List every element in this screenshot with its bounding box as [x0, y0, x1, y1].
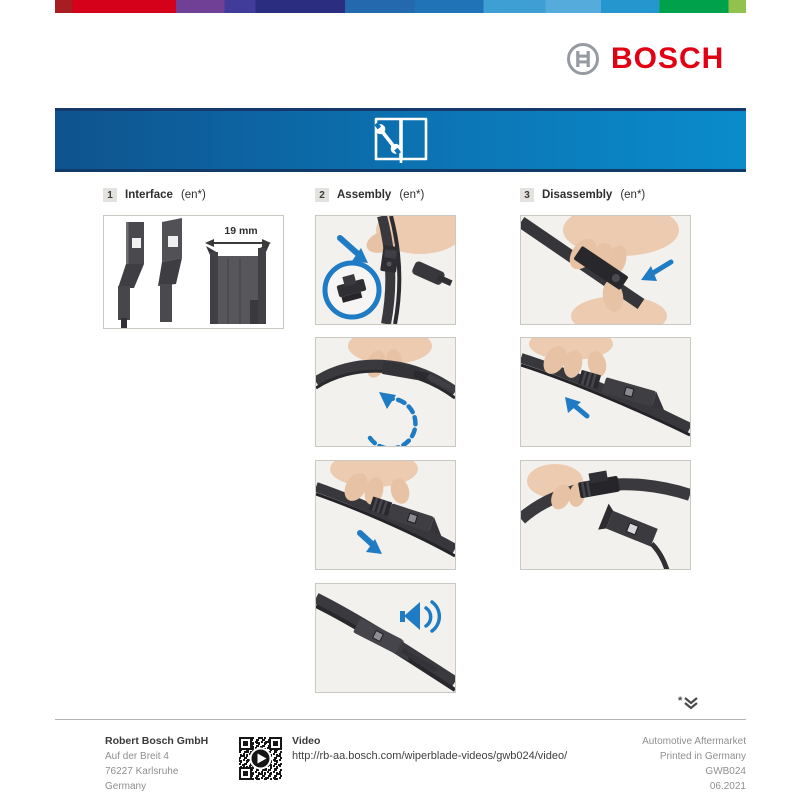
double-chevron-down-icon [683, 696, 699, 711]
bosch-logo-text: BOSCH [611, 42, 725, 75]
footer-company [105, 734, 208, 794]
step-number-badge: 2 [315, 188, 329, 202]
disassembly-step-2-panel [520, 337, 691, 447]
section-lang: (en*) [399, 189, 425, 201]
disassembly-step-1-illustration [521, 216, 690, 324]
book-wrench-icon [369, 115, 433, 165]
rainbow-strip [55, 0, 746, 13]
footer-meta-line: 06.2021 [709, 781, 746, 792]
footer-meta-line: Printed in Germany [659, 751, 746, 762]
wiper-arm-end-b [158, 218, 182, 322]
measurement-label: 19 mm [224, 225, 258, 237]
section-title: Disassembly [542, 189, 613, 201]
measurement-arrow-icon [205, 239, 271, 247]
footer-meta-line: Automotive Aftermarket [642, 736, 746, 747]
footer-divider [55, 719, 746, 720]
assembly-step-4-panel [315, 583, 456, 693]
company-name: Robert Bosch GmbH [105, 735, 209, 747]
section-title: Assembly [337, 189, 392, 201]
assembly-step-1-panel [315, 215, 456, 325]
section-lang: (en*) [620, 189, 646, 201]
footnote-marker: * [678, 696, 699, 711]
company-address-line: 76227 Karlsruhe [105, 766, 179, 777]
assembly-step-2-panel [315, 337, 456, 447]
video-url: http://rb-aa.bosch.com/wiperblade-videos/gwb024/video/ [292, 750, 568, 762]
video-label: Video [292, 735, 321, 747]
bosch-armature-icon [566, 42, 600, 76]
disassembly-step-3-illustration [521, 461, 690, 569]
interface-panel [103, 215, 284, 329]
footer-meta-line: GWB024 [705, 766, 746, 777]
bosch-logo [566, 42, 724, 76]
manual-banner [55, 108, 746, 172]
zoom-circle-icon [325, 263, 379, 317]
disassembly-step-2-illustration [521, 338, 690, 446]
section-lang: (en*) [180, 189, 206, 201]
section-header-disassembly [520, 188, 645, 202]
section-header-interface [103, 188, 206, 202]
assembly-step-2-illustration [316, 338, 455, 446]
section-title: Interface [125, 189, 173, 201]
assembly-step-3-illustration [316, 461, 455, 569]
footer-meta [642, 734, 746, 794]
company-address-line: Auf der Breit 4 [105, 751, 169, 762]
disassembly-step-3-panel [520, 460, 691, 570]
assembly-step-4-illustration [316, 584, 455, 692]
wiper-arm-end-a [118, 222, 144, 328]
qr-code [237, 735, 284, 782]
assembly-step-3-panel [315, 460, 456, 570]
footer-video [292, 734, 567, 764]
adapter-channel-closeup [205, 225, 271, 324]
section-header-assembly [315, 188, 424, 202]
disassembly-step-1-panel [520, 215, 691, 325]
company-address-line: Germany [105, 781, 147, 792]
interface-illustration [104, 216, 283, 328]
step-number-badge: 1 [103, 188, 117, 202]
assembly-step-1-illustration [316, 216, 455, 324]
step-number-badge: 3 [520, 188, 534, 202]
